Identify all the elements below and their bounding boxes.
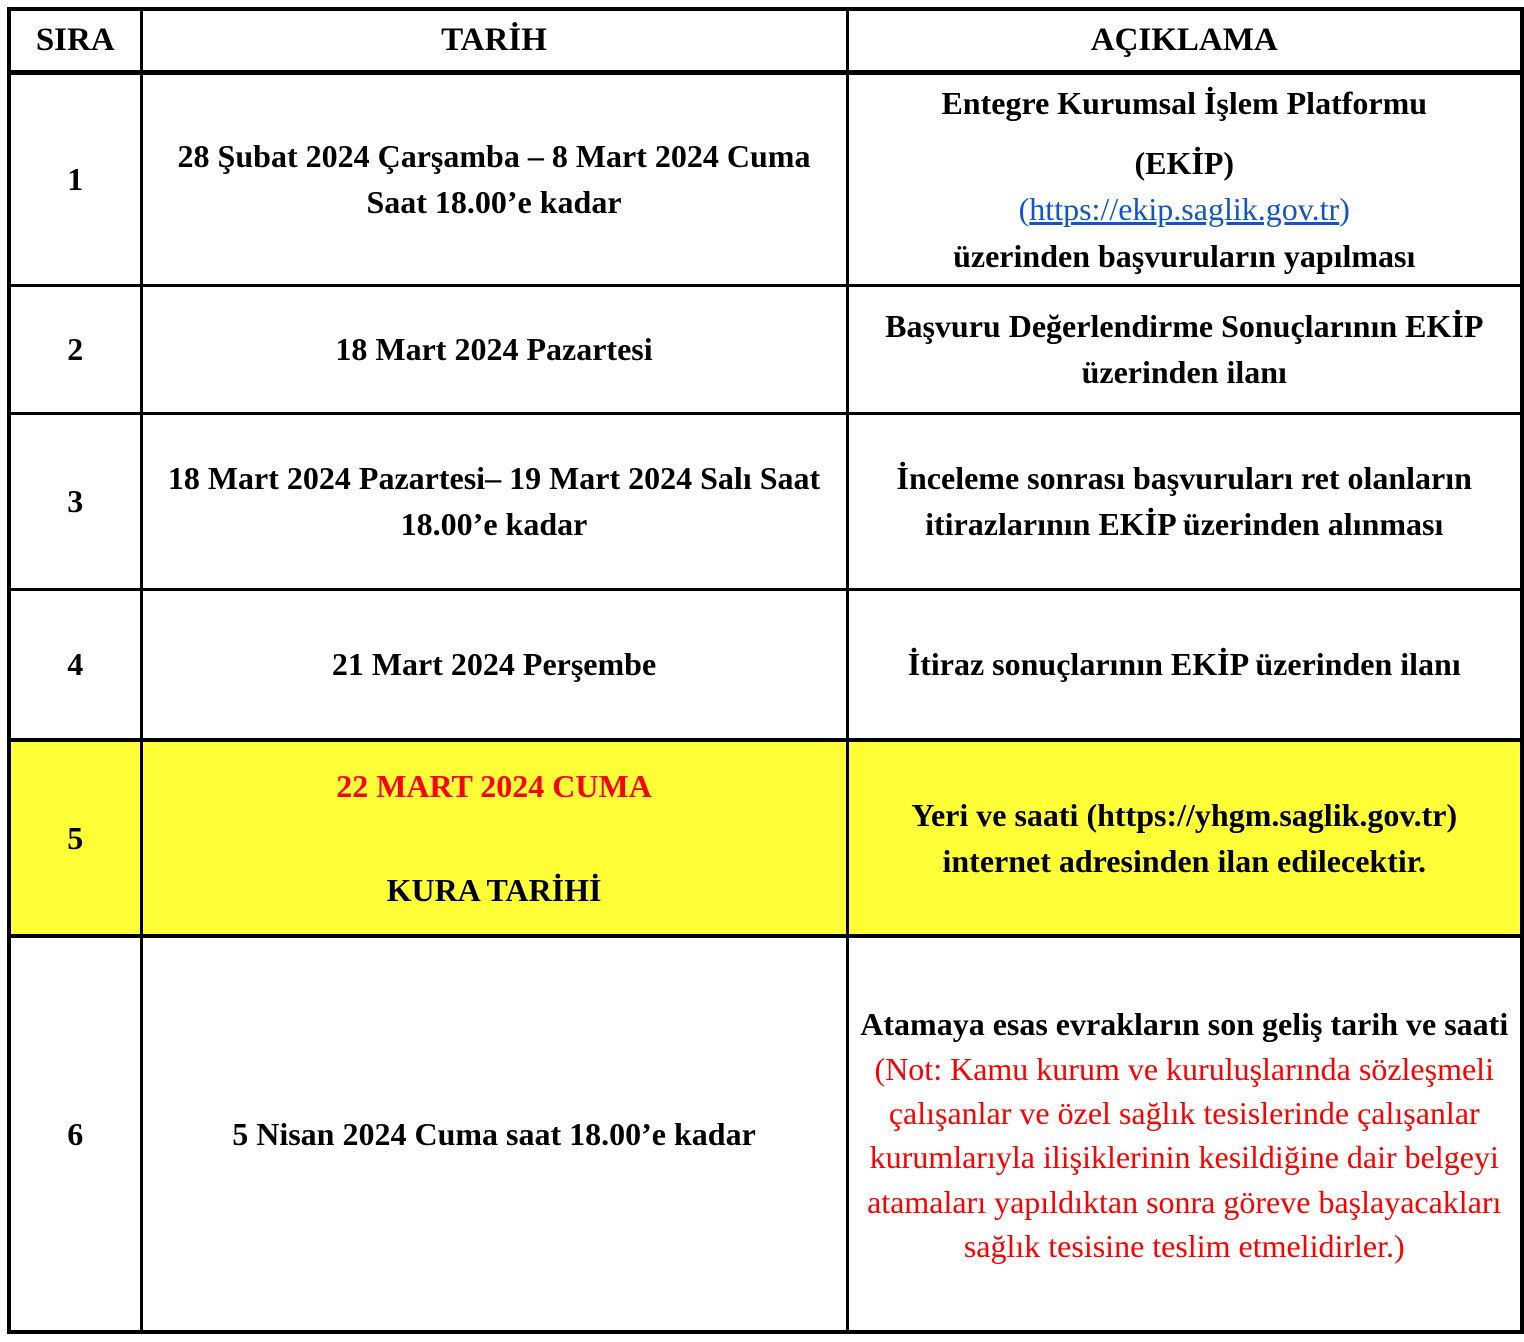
row6-date: 5 Nisan 2024 Cuma saat 18.00’e kadar bbox=[141, 936, 847, 1332]
row1-link-line bbox=[859, 186, 1511, 232]
row1-desc-line2: (EKİP) bbox=[1134, 145, 1235, 182]
row4-description: İtiraz sonuçlarının EKİP üzerinden ilanı bbox=[847, 589, 1522, 740]
row2-description: Başvuru Değerlendirme Sonuçlarının EKİP üzerinden ilanı bbox=[847, 285, 1522, 413]
link-open-paren: ( bbox=[1018, 191, 1030, 228]
row5-kura-date: 22 MART 2024 CUMA bbox=[336, 767, 652, 804]
link-close-paren: ) bbox=[1339, 191, 1350, 228]
table-row bbox=[9, 936, 1522, 1332]
row6-desc-note: (Not: Kamu kurum ve kuruluşlarında sözleşmeli çalışanlar ve özel sağlık tesislerinde çalışanlar kurumlarıyla ilişiklerinin kesildiğine dair belgeyi atamaları yapıldıktan sonra göreve başlayacakları sağlık tesisine teslim etmelidirler.) bbox=[867, 1051, 1502, 1264]
row2-date: 18 Mart 2024 Pazartesi bbox=[141, 285, 847, 413]
header-sira: SIRA bbox=[9, 9, 141, 73]
row1-description bbox=[847, 73, 1522, 285]
row1-date: 28 Şubat 2024 Çarşamba – 8 Mart 2024 Cuma Saat 18.00’e kadar bbox=[141, 73, 847, 285]
table-header-row bbox=[9, 9, 1522, 73]
row5-date bbox=[141, 740, 847, 937]
schedule-table bbox=[7, 7, 1524, 1334]
row6-description bbox=[847, 936, 1522, 1332]
row4-date: 21 Mart 2024 Perşembe bbox=[141, 589, 847, 740]
header-tarih: TARİH bbox=[141, 9, 847, 73]
row5-kura-label: KURA TARİHİ bbox=[386, 872, 602, 909]
ekip-link[interactable]: https://ekip.saglik.gov.tr bbox=[1029, 191, 1340, 228]
row2-number: 2 bbox=[9, 285, 141, 413]
row3-date: 18 Mart 2024 Pazartesi– 19 Mart 2024 Salı Saat 18.00’e kadar bbox=[141, 414, 847, 590]
header-aciklama: AÇIKLAMA bbox=[847, 9, 1522, 73]
row1-number: 1 bbox=[9, 73, 141, 285]
row3-number: 3 bbox=[9, 414, 141, 590]
row1-desc-line1: Entegre Kurumsal İşlem Platformu bbox=[941, 84, 1428, 121]
table-row bbox=[9, 414, 1522, 590]
row6-number: 6 bbox=[9, 936, 141, 1332]
row1-desc-line4: üzerinden başvuruların yapılması bbox=[953, 237, 1416, 274]
table-row bbox=[9, 589, 1522, 740]
row4-number: 4 bbox=[9, 589, 141, 740]
table-row bbox=[9, 73, 1522, 285]
row6-desc-title: Atamaya esas evrakların son geliş tarih ve saati bbox=[860, 1005, 1509, 1042]
row3-description: İnceleme sonrası başvuruları ret olanların itirazlarının EKİP üzerinden alınması bbox=[847, 414, 1522, 590]
table-row bbox=[9, 285, 1522, 413]
table-row-highlighted bbox=[9, 740, 1522, 937]
row5-number: 5 bbox=[9, 740, 141, 937]
row5-description: Yeri ve saati (https://yhgm.saglik.gov.tr) internet adresinden ilan edilecektir. bbox=[847, 740, 1522, 937]
